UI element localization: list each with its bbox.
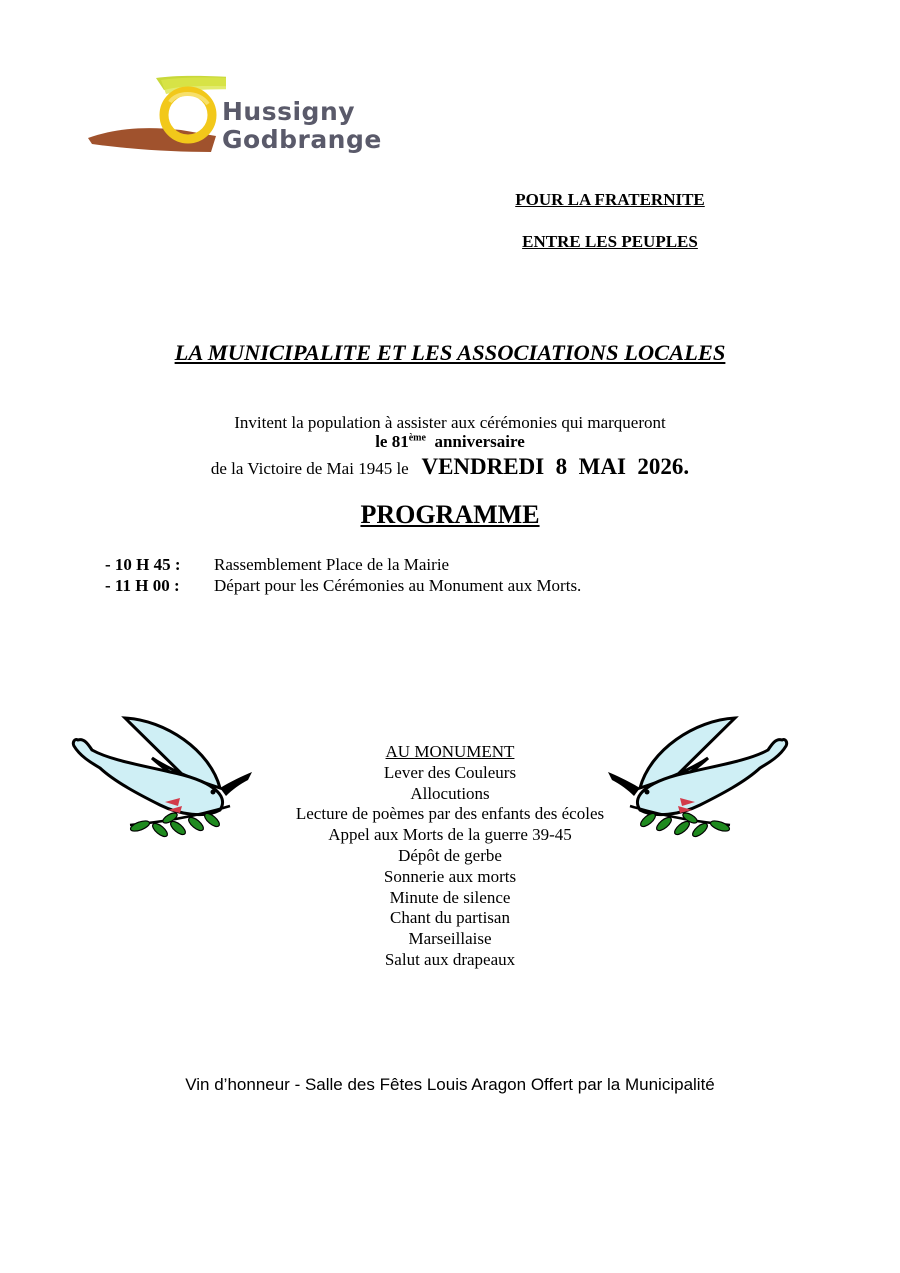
anniversary-number: le 81 (375, 432, 409, 451)
monument-item: Dépôt de gerbe (398, 845, 502, 865)
programme-label: Départ pour les Cérémonies au Monument aux Morts. (214, 576, 582, 595)
monument-item: Minute de silence (389, 887, 511, 907)
intro-line-3 (0, 454, 900, 480)
monument-item: Lever des Couleurs (383, 762, 517, 782)
monument-item: Appel aux Morts de la guerre 39-45 (328, 825, 572, 845)
programme-item (105, 576, 581, 596)
monument-item: Chant du partisan (390, 908, 510, 928)
anniversary-suffix: ème (408, 432, 426, 444)
programme-time: - 11 H 00 : (105, 576, 180, 595)
monument-title: AU MONUMENT (385, 742, 515, 761)
programme-time: - 10 H 45 : (105, 555, 181, 574)
victory-text: de la Victoire de Mai 1945 le (210, 459, 409, 478)
reception-note: Vin d’honneur - Salle des Fêtes Louis Aragon Offert par la Municipalité (185, 1075, 715, 1094)
monument-item: Marseillaise (408, 929, 492, 949)
slogan-line-1: POUR LA FRATERNITE (515, 190, 705, 209)
intro-line-1: Invitent la population à assister aux cérémonies qui marqueront (234, 413, 666, 432)
monument-item: Lecture de poèmes par des enfants des écoles (295, 804, 605, 824)
monument-item: Salut aux drapeaux (384, 949, 516, 969)
monument-item: Sonnerie aux morts (383, 866, 517, 886)
monument-item: Allocutions (410, 783, 490, 803)
logo-town-name-2: Godbrange (222, 125, 382, 154)
monument-section (0, 742, 900, 971)
programme-title: PROGRAMME (360, 500, 540, 529)
programme-label: Rassemblement Place de la Mairie (214, 555, 450, 574)
logo-emblem-icon (86, 70, 226, 160)
event-date: VENDREDI 8 MAI 2026. (421, 454, 690, 479)
logo-town-name-1: Hussigny (222, 97, 356, 126)
slogan-line-2: ENTRE LES PEUPLES (522, 232, 698, 251)
programme-item (105, 555, 449, 575)
intro-line-2 (0, 432, 900, 452)
page-heading: LA MUNICIPALITE ET LES ASSOCIATIONS LOCALES (174, 340, 726, 365)
municipality-logo (86, 70, 396, 160)
anniversary-label: anniversaire (434, 432, 525, 451)
